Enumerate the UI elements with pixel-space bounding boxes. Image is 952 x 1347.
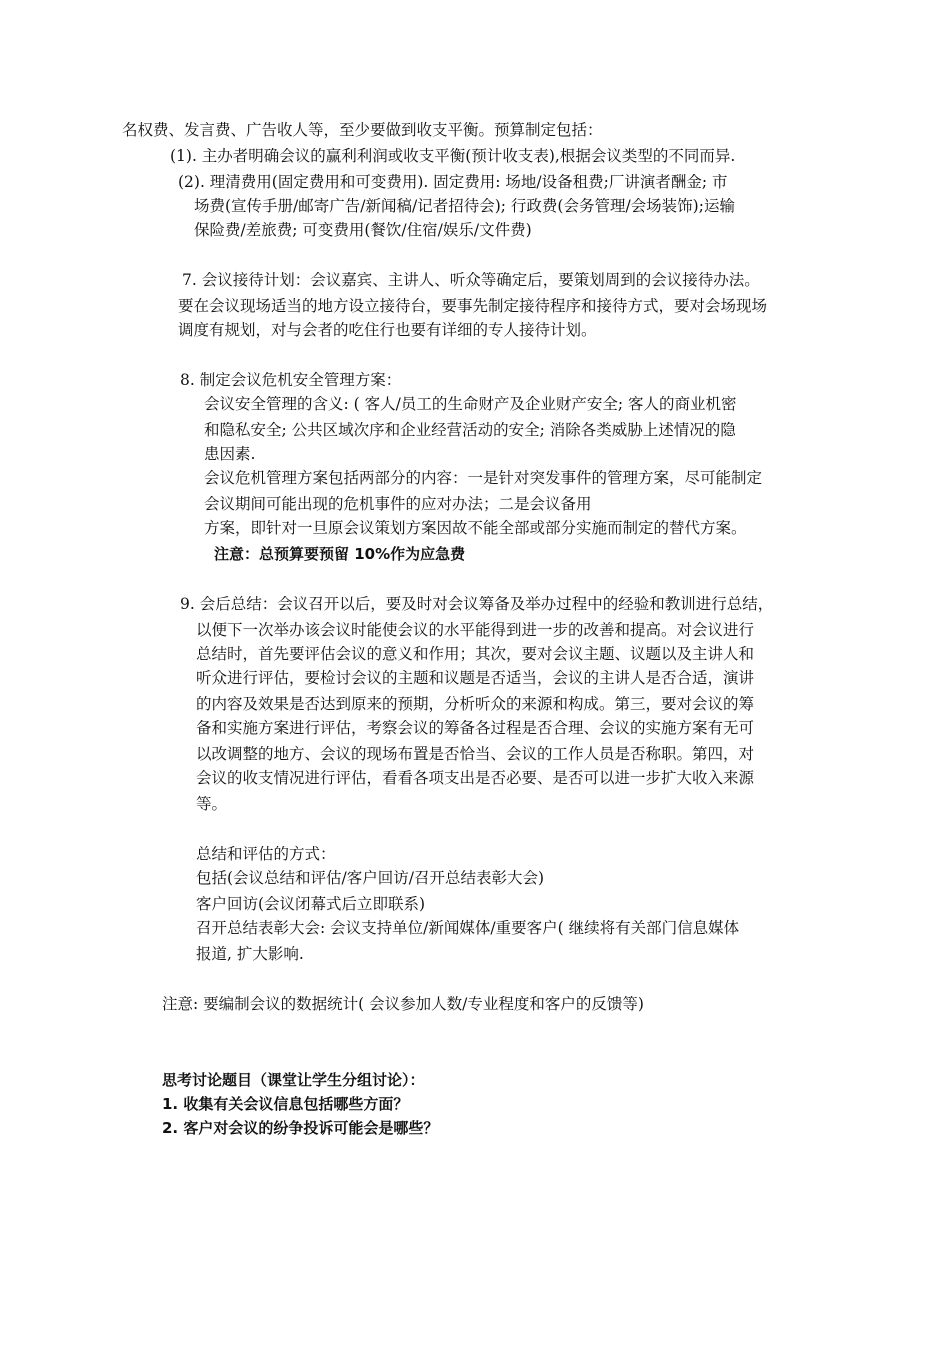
budget-item-2-line-2: 场费(宣传手册/邮寄广告/新闻稿/记者招待会); 行政费(会务管理/会场装饰);运输 [194,197,735,215]
section9-line-2: 以便下一次举办该会议时能使会议的水平能得到进一步的改善和提高。对会议进行 [196,621,755,639]
section9-line-7: 以改调整的地方、会议的现场布置是否恰当、会议的工作人员是否称职。第四，对 [196,745,755,763]
budget-intro: 名权费、发言费、广告收人等，至少要做到收支平衡。预算制定包括： [122,121,603,139]
section9-line-9: 等。 [196,795,228,813]
section9-method-4: 报道, 扩大影响. [196,945,304,963]
section9-line-5: 的内容及效果是否达到原来的预期，分析听众的来源和构成。第三，要对会议的筹 [196,695,755,713]
section8-security-line-2: 和隐私安全; 公共区域次序和企业经营活动的安全; 消除各类威胁上述情况的隐 [204,421,736,439]
budget-item-1: (1). 主办者明确会议的赢利利润或收支平衡(预计收支表),根据会议类型的不同而异. [170,147,736,165]
section9-method-2: 客户回访(会议闭幕式后立即联系) [196,895,426,913]
section7-line-1: 7. 会议接待计划：会议嘉宾、主讲人、听众等确定后，要策划周到的会议接待办法。 [182,271,760,289]
section8-note: 注意：总预算要预留 10%作为应急费 [214,545,466,563]
section9-line-3: 总结时，首先要评估会议的意义和作用；其次，要对会议主题、议题以及主讲人和 [196,645,755,663]
section8-crisis-line-2: 会议期间可能出现的危机事件的应对办法；二是会议备用 [204,495,592,513]
budget-item-2-line-1: (2). 理清费用(固定费用和可变费用). 固定费用: 场地/设备租费;厂讲演者酬金; 市 [178,173,728,191]
section9-line-6: 备和实施方案进行评估，考察会议的筹备各过程是否合理、会议的实施方案有无可 [196,719,755,737]
section8-crisis-line-3: 方案，即针对一旦原会议策划方案因故不能全部或部分实施而制定的替代方案。 [204,519,747,537]
section8-security-line-3: 患因素. [204,445,256,463]
discussion-title: 思考讨论题目（课堂让学生分组讨论）： [162,1071,425,1089]
discussion-question-2: 2. 客户对会议的纷争投诉可能会是哪些？ [162,1119,439,1137]
section7-line-2: 要在会议现场适当的地方设立接待台，要事先制定接待程序和接待方式，要对会场现场 [178,297,768,315]
budget-item-2-line-3: 保险费/差旅费; 可变费用(餐饮/住宿/娱乐/文件费) [194,221,532,239]
section9-method-1: 包括(会议总结和评估/客户回访/召开总结表彰大会) [196,869,545,887]
discussion-question-1: 1. 收集有关会议信息包括哪些方面？ [162,1095,409,1113]
section9-methods-title: 总结和评估的方式： [196,845,336,863]
section7-line-3: 调度有规划，对与会者的吃住行也要有详细的专人接待计划。 [178,321,597,339]
section8-security-line-1: 会议安全管理的含义: ( 客人/员工的生命财产及企业财产安全; 客人的商业机密 [204,395,737,413]
data-statistics-note: 注意: 要编制会议的数据统计( 会议参加人数/专业程度和客户的反馈等) [162,995,644,1013]
section9-line-8: 会议的收支情况进行评估，看看各项支出是否必要、是否可以进一步扩大收入来源 [196,769,755,787]
section9-method-3: 召开总结表彰大会: 会议支持单位/新闻媒体/重要客户( 继续将有关部门信息媒体 [196,919,740,937]
section9-line-4: 听众进行评估，要检讨会议的主题和议题是否适当，会议的主讲人是否合适，演讲 [196,669,755,687]
section9-line-1: 9. 会后总结：会议召开以后，要及时对会议筹备及举办过程中的经验和教训进行总结， [180,595,774,613]
section8-crisis-line-1: 会议危机管理方案包括两部分的内容：一是针对突发事件的管理方案，尽可能制定 [204,469,763,487]
section8-title: 8. 制定会议危机安全管理方案： [180,371,402,389]
